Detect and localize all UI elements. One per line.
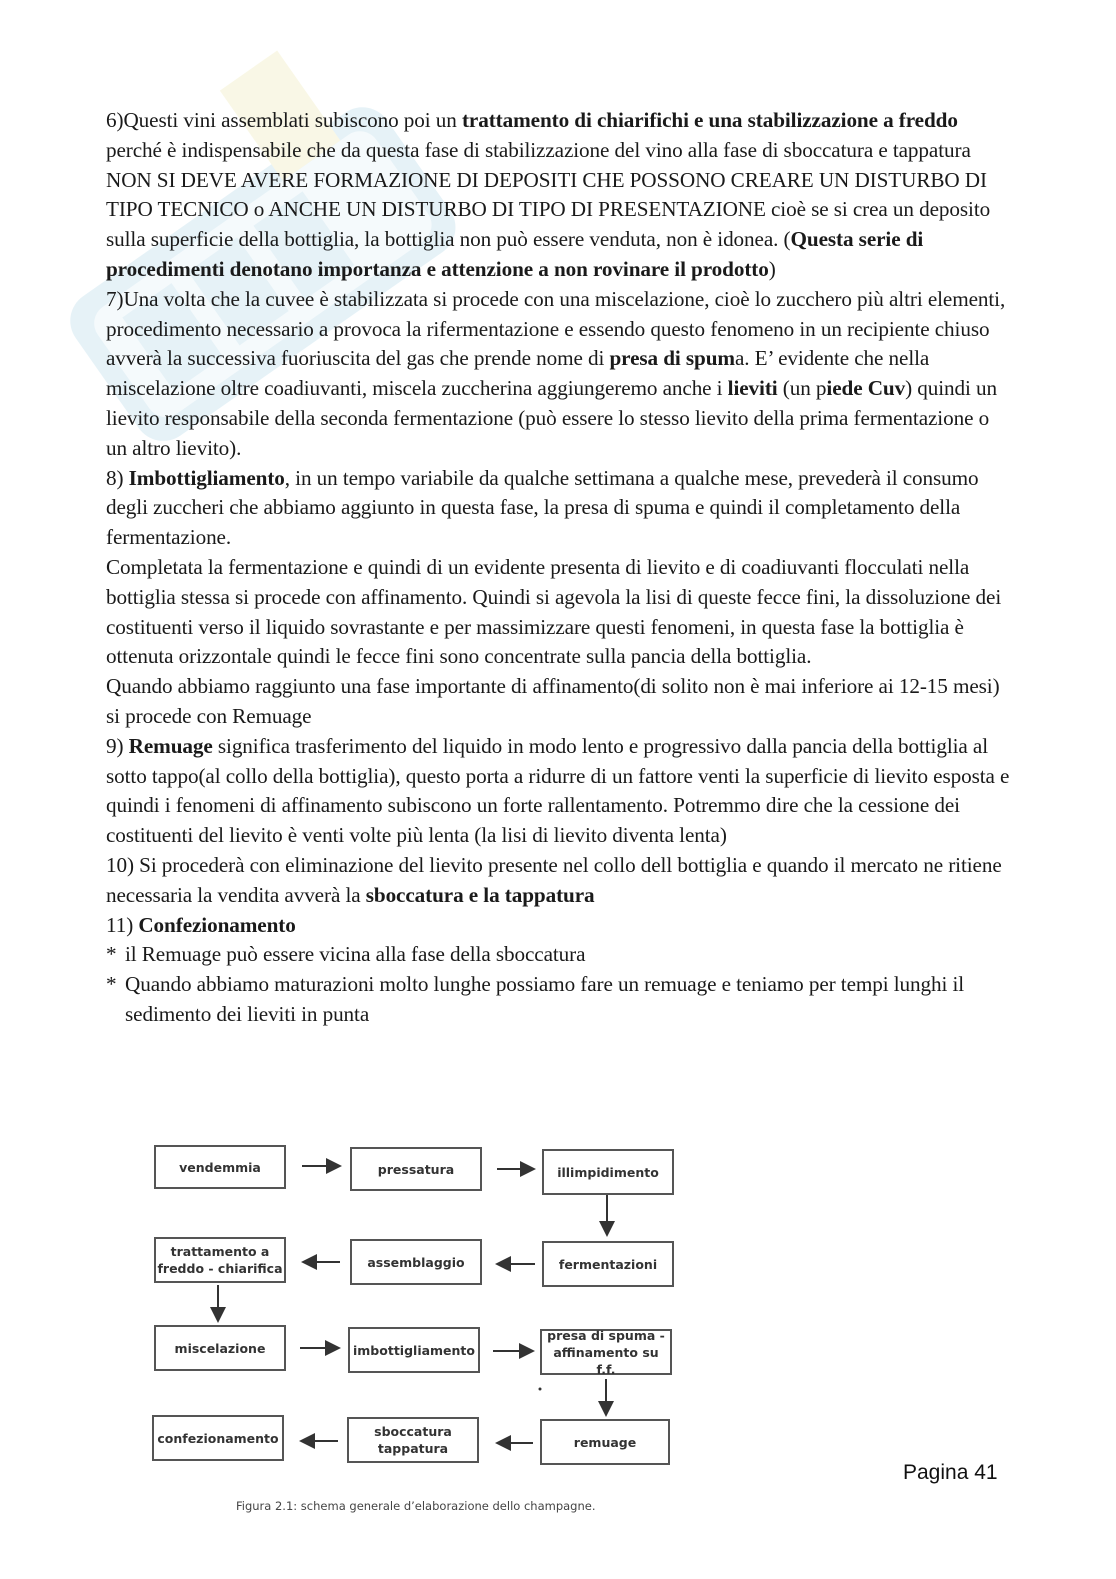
process-flow-diagram <box>140 1135 700 1525</box>
paragraph-p7: 7)Una volta che la cuvee è stabilizzata si procede con una miscelazione, cioè lo zucchero più altri elementi, procedimento necessario a provoca la rifermentazione e essendo questo fenomeno in un recipiente chiuso avverà la successiva fuoriuscita del gas che prende nome di presa di spuma. E’ evidente che nella miscelazione oltre coadiuvanti, miscela zuccherina aggiungeremo anche i lieviti (un piede Cuv) quindi un lievito responsabile della seconda fermentazione (può essere lo stesso lievito della prima fermentazione o un altro lievito). <box>106 286 1006 460</box>
flow-box-trattamento: trattamento a freddo - chiarifica <box>154 1237 286 1283</box>
flow-box-pressatura: pressatura <box>350 1147 482 1191</box>
flow-box-imbottigliamento: imbottigliamento <box>348 1327 480 1373</box>
bullet-marker: * <box>106 972 117 997</box>
flow-box-illimpidimento: illimpidimento <box>542 1149 674 1195</box>
paragraph-p9: 9) Remuage significa trasferimento del liquido in modo lento e progressivo dalla pancia della bottiglia al sotto tappo(al collo della bottiglia), questo porta a ridurre di un fattore venti la superficie di lievito esposta e quindi i fenomeni di affinamento subiscono un forte rallentamento. Potremmo dire che la cessione dei costituenti del lievito è venti volte più lenta (la lisi di lievito diventa lenta) <box>106 733 1010 848</box>
flow-box-presa: presa di spuma - affinamento su f.f. <box>540 1329 672 1375</box>
flow-box-miscelazione: miscelazione <box>154 1325 286 1371</box>
page-number: Pagina 41 <box>903 1461 998 1484</box>
bullet-marker: * <box>106 942 117 967</box>
flow-box-confezionamento: confezionamento <box>152 1415 284 1461</box>
paragraph-p11: 11) Confezionamento <box>106 912 296 937</box>
flow-box-sboccatura: sboccatura tappatura <box>347 1417 479 1463</box>
bullet-item: * il Remuage può essere vicina alla fase della sboccatura <box>106 940 1010 970</box>
flow-box-vendemmia: vendemmia <box>154 1145 286 1189</box>
document-body <box>106 106 1010 1030</box>
paragraph-p8: 8) Imbottigliamento, in un tempo variabile da qualche settimana a qualche mese, prevederà il consumo degli zuccheri che abbiamo aggiunto in questa fase, la presa di spuma e quindi il completamento della fermentazione. <box>106 465 979 550</box>
paragraph-p8b: Completata la fermentazione e quindi di un evidente presenta di lievito e di coadiuvanti flocculati nella bottiglia stessa si procede con affinamento. Quindi si agevola la lisi di queste fecce fini, la dissoluzione dei costituenti verso il liquido sovrastante e per massimizzare questi fenomeni, in questa fase la bottiglia è ottenuta orizzontale quindi le fecce fini sono concentrate sulla pancia della bottiglia. <box>106 554 1002 669</box>
flow-box-fermentazioni: fermentazioni <box>542 1241 674 1287</box>
bullet-item: * Quando abbiamo maturazioni molto lunghe possiamo fare un remuage e teniamo per tempi lunghi il sedimento dei lieviti in punta <box>106 970 1010 1030</box>
flow-box-assemblaggio: assemblaggio <box>350 1239 482 1285</box>
figure-caption: Figura 2.1: schema generale d’elaborazione dello champagne. <box>236 1499 596 1513</box>
flow-box-remuage: remuage <box>540 1419 670 1465</box>
paragraph-p6: 6)Questi vini assemblati subiscono poi un trattamento di chiarifichi e una stabilizzazione a freddo perché è indispensabile che da questa fase di stabilizzazione del vino alla fase di sboccatura e tappatura NON SI DEVE AVERE FORMAZIONE DI DEPOSITI CHE POSSONO CREARE UN DISTURBO DI TIPO TECNICO o ANCHE UN DISTURBO DI TIPO DI PRESENTAZIONE cioè se si crea un deposito sulla superficie della bottiglia, la bottiglia non può essere venduta, non è idonea. (Questa serie di procedimenti denotano importanza e attenzione a non rovinare il prodotto) <box>106 108 991 281</box>
paragraph-p8c: Quando abbiamo raggiunto una fase importante di affinamento(di solito non è mai inferiore ai 12-15 mesi) si procede con Remuage <box>106 674 1000 728</box>
bullet-list <box>106 940 1010 1029</box>
paragraph-p10: 10) Si procederà con eliminazione del lievito presente nel collo dell bottiglia e quando il mercato ne ritiene necessaria la vendita avverà la sboccatura e la tappatura <box>106 852 1002 907</box>
paragraph-list <box>106 106 1010 940</box>
